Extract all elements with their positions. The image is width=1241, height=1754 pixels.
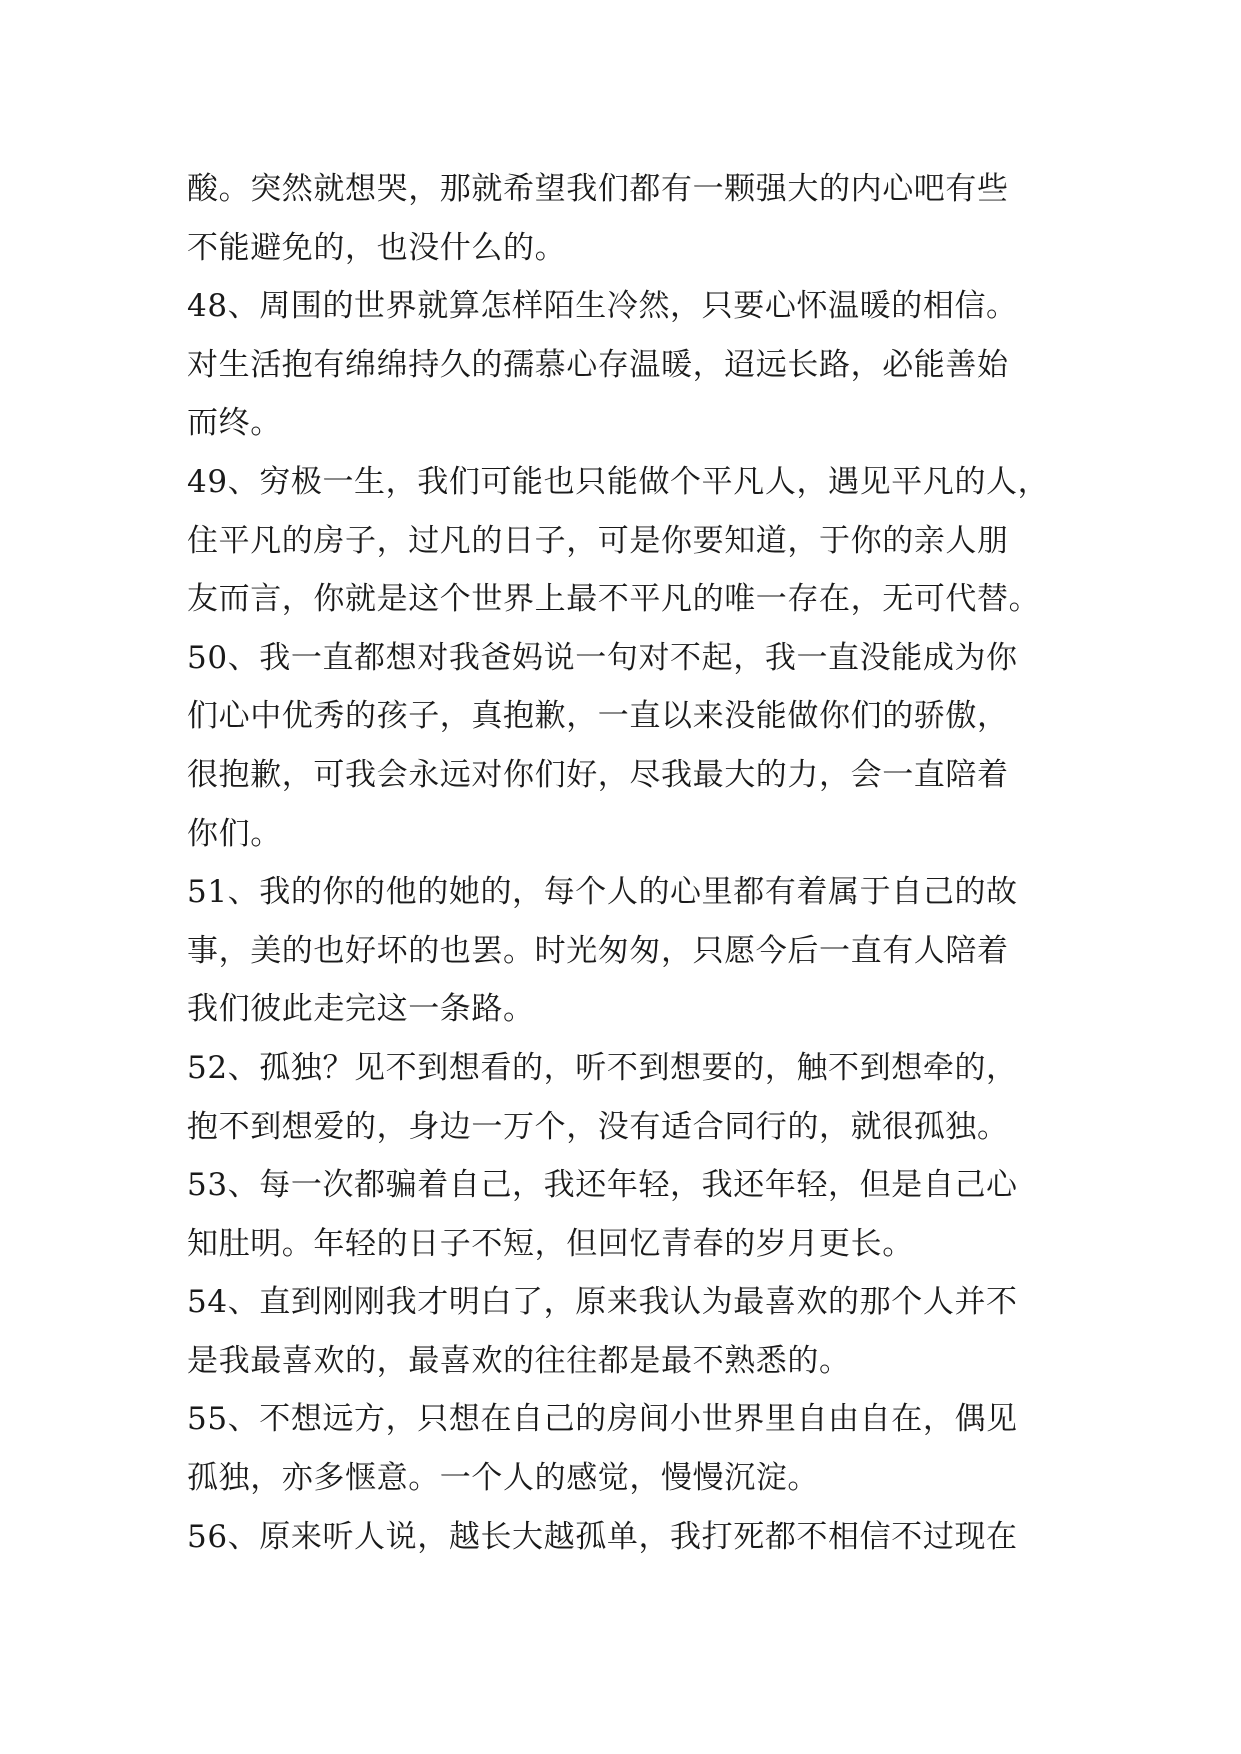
text-line: 不能避免的，也没什么的。 xyxy=(187,229,567,266)
text-line: 54、直到刚刚我才明白了，原来我认为最喜欢的那个人并不 xyxy=(187,1284,1018,1321)
text-line: 53、每一次都骗着自己，我还年轻，我还年轻，但是自己心 xyxy=(187,1167,1018,1204)
text-line: 是我最喜欢的，最喜欢的往往都是最不熟悉的。 xyxy=(187,1342,851,1379)
text-line: 49、穷极一生，我们可能也只能做个平凡人，遇见平凡的人， xyxy=(187,463,1050,500)
text-line: 48、周围的世界就算怎样陌生冷然，只要心怀温暖的相信。 xyxy=(187,288,1018,325)
text-line: 友而言，你就是这个世界上最不平凡的唯一存在，无可代替。 xyxy=(187,581,1041,618)
text-line: 孤独，亦多惬意。一个人的感觉，慢慢沉淀。 xyxy=(187,1460,819,1497)
text-line: 酸。突然就想哭，那就希望我们都有一颗强大的内心吧有些 xyxy=(187,171,1009,207)
text-line: 事，美的也好坏的也罢。时光匆匆，只愿今后一直有人陪着 xyxy=(187,932,1009,969)
text-line: 你们。 xyxy=(187,815,282,852)
body-text xyxy=(187,160,1067,1566)
text-line: 55、不想远方，只想在自己的房间小世界里自由自在，偶见 xyxy=(187,1401,1018,1438)
text-line: 对生活抱有绵绵持久的孺慕心存温暖，迢远长路，必能善始 xyxy=(187,346,1009,383)
text-line: 抱不到想爱的，身边一万个，没有适合同行的，就很孤独。 xyxy=(187,1108,1009,1145)
text-line: 住平凡的房子，过凡的日子，可是你要知道，于你的亲人朋 xyxy=(187,522,1009,559)
text-line: 50、我一直都想对我爸妈说一句对不起，我一直没能成为你 xyxy=(187,639,1018,676)
text-line: 们心中优秀的孩子，真抱歉，一直以来没能做你们的骄傲， xyxy=(187,698,1009,735)
text-line: 52、孤独？见不到想看的，听不到想要的，触不到想牵的， xyxy=(187,1049,1018,1086)
text-line: 我们彼此走完这一条路。 xyxy=(187,991,535,1028)
text-line: 51、我的你的他的她的，每个人的心里都有着属于自己的故 xyxy=(187,874,1018,911)
text-line: 而终。 xyxy=(187,405,282,442)
text-line: 知肚明。年轻的日子不短，但回忆青春的岁月更长。 xyxy=(187,1225,914,1262)
text-line: 56、原来听人说，越长大越孤单，我打死都不相信不过现在 xyxy=(187,1518,1018,1555)
text-line: 很抱歉，可我会永远对你们好，尽我最大的力，会一直陪着 xyxy=(187,756,1009,793)
